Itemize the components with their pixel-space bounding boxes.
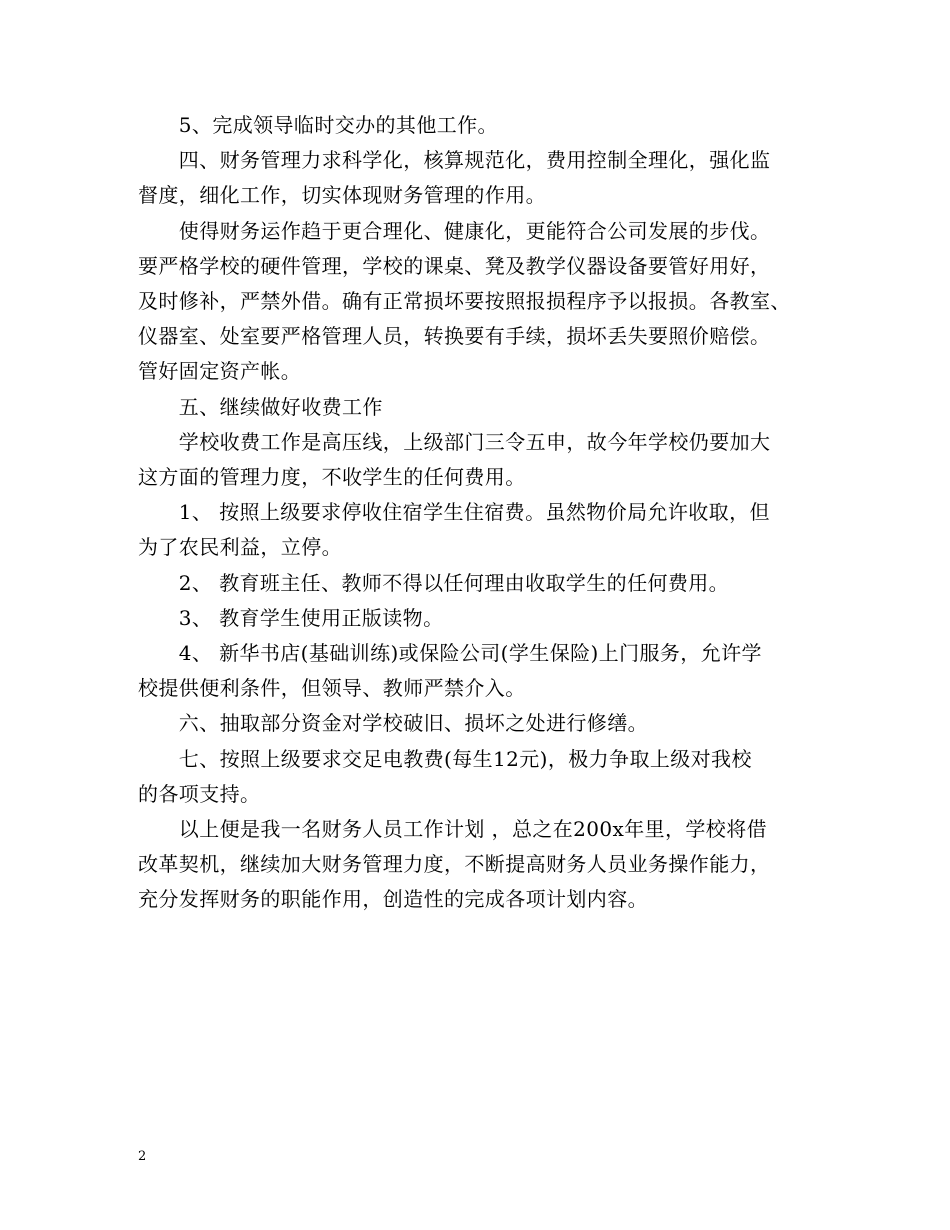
text-line: 学校收费工作是高压线，上级部门三令五申，故今年学校仍要加大 — [138, 430, 771, 454]
text-line: 六、抽取部分资金对学校破旧、损坏之处进行修缮。 — [138, 711, 648, 735]
text-line: 改革契机，继续加大财务管理力度，不断提高财务人员业务操作能力， — [138, 852, 771, 876]
text-line: 使得财务运作趋于更合理化、健康化，更能符合公司发展的步伐。 — [138, 219, 771, 243]
text-line: 4、 新华书店(基础训练)或保险公司(学生保险)上门服务，允许学 — [138, 641, 762, 665]
text-line: 校提供便利条件，但领导、教师严禁介入。 — [138, 676, 526, 700]
text-line: 要严格学校的硬件管理，学校的课桌、凳及教学仪器设备要管好用好， — [138, 254, 771, 278]
text-line: 督度，细化工作，切实体现财务管理的作用。 — [138, 183, 546, 207]
text-line: 管好固定资产帐。 — [138, 359, 302, 383]
text-line: 的各项支持。 — [138, 782, 261, 806]
text-line: 这方面的管理力度，不收学生的任何费用。 — [138, 465, 526, 489]
text-line: 七、按照上级要求交足电教费(每生12元)，极力争取上级对我校 — [138, 747, 752, 771]
text-line: 以上便是我一名财务人员工作计划 ，总之在200x年里，学校将借 — [138, 817, 768, 841]
text-line: 为了农民利益，立停。 — [138, 535, 342, 559]
text-line: 五、继续做好收费工作 — [138, 395, 383, 419]
text-line: 1、 按照上级要求停收住宿学生住宿费。虽然物价局允许收取，但 — [138, 500, 770, 524]
text-line: 5、完成领导临时交办的其他工作。 — [138, 113, 498, 137]
text-line: 仪器室、处室要严格管理人员，转换要有手续，损坏丢失要照价赔偿。 — [138, 324, 771, 348]
text-line: 3、 教育学生使用正版读物。 — [138, 606, 444, 630]
page-number: 2 — [138, 1149, 147, 1164]
text-line: 充分发挥财务的职能作用，创造性的完成各项计划内容。 — [138, 887, 648, 911]
text-line: 及时修补，严禁外借。确有正常损坏要按照报损程序予以报损。各教室、 — [138, 289, 791, 313]
text-line: 2、 教育班主任、教师不得以任何理由收取学生的任何费用。 — [138, 571, 730, 595]
text-line: 四、财务管理力求科学化，核算规范化，费用控制全理化，强化监 — [138, 148, 771, 172]
